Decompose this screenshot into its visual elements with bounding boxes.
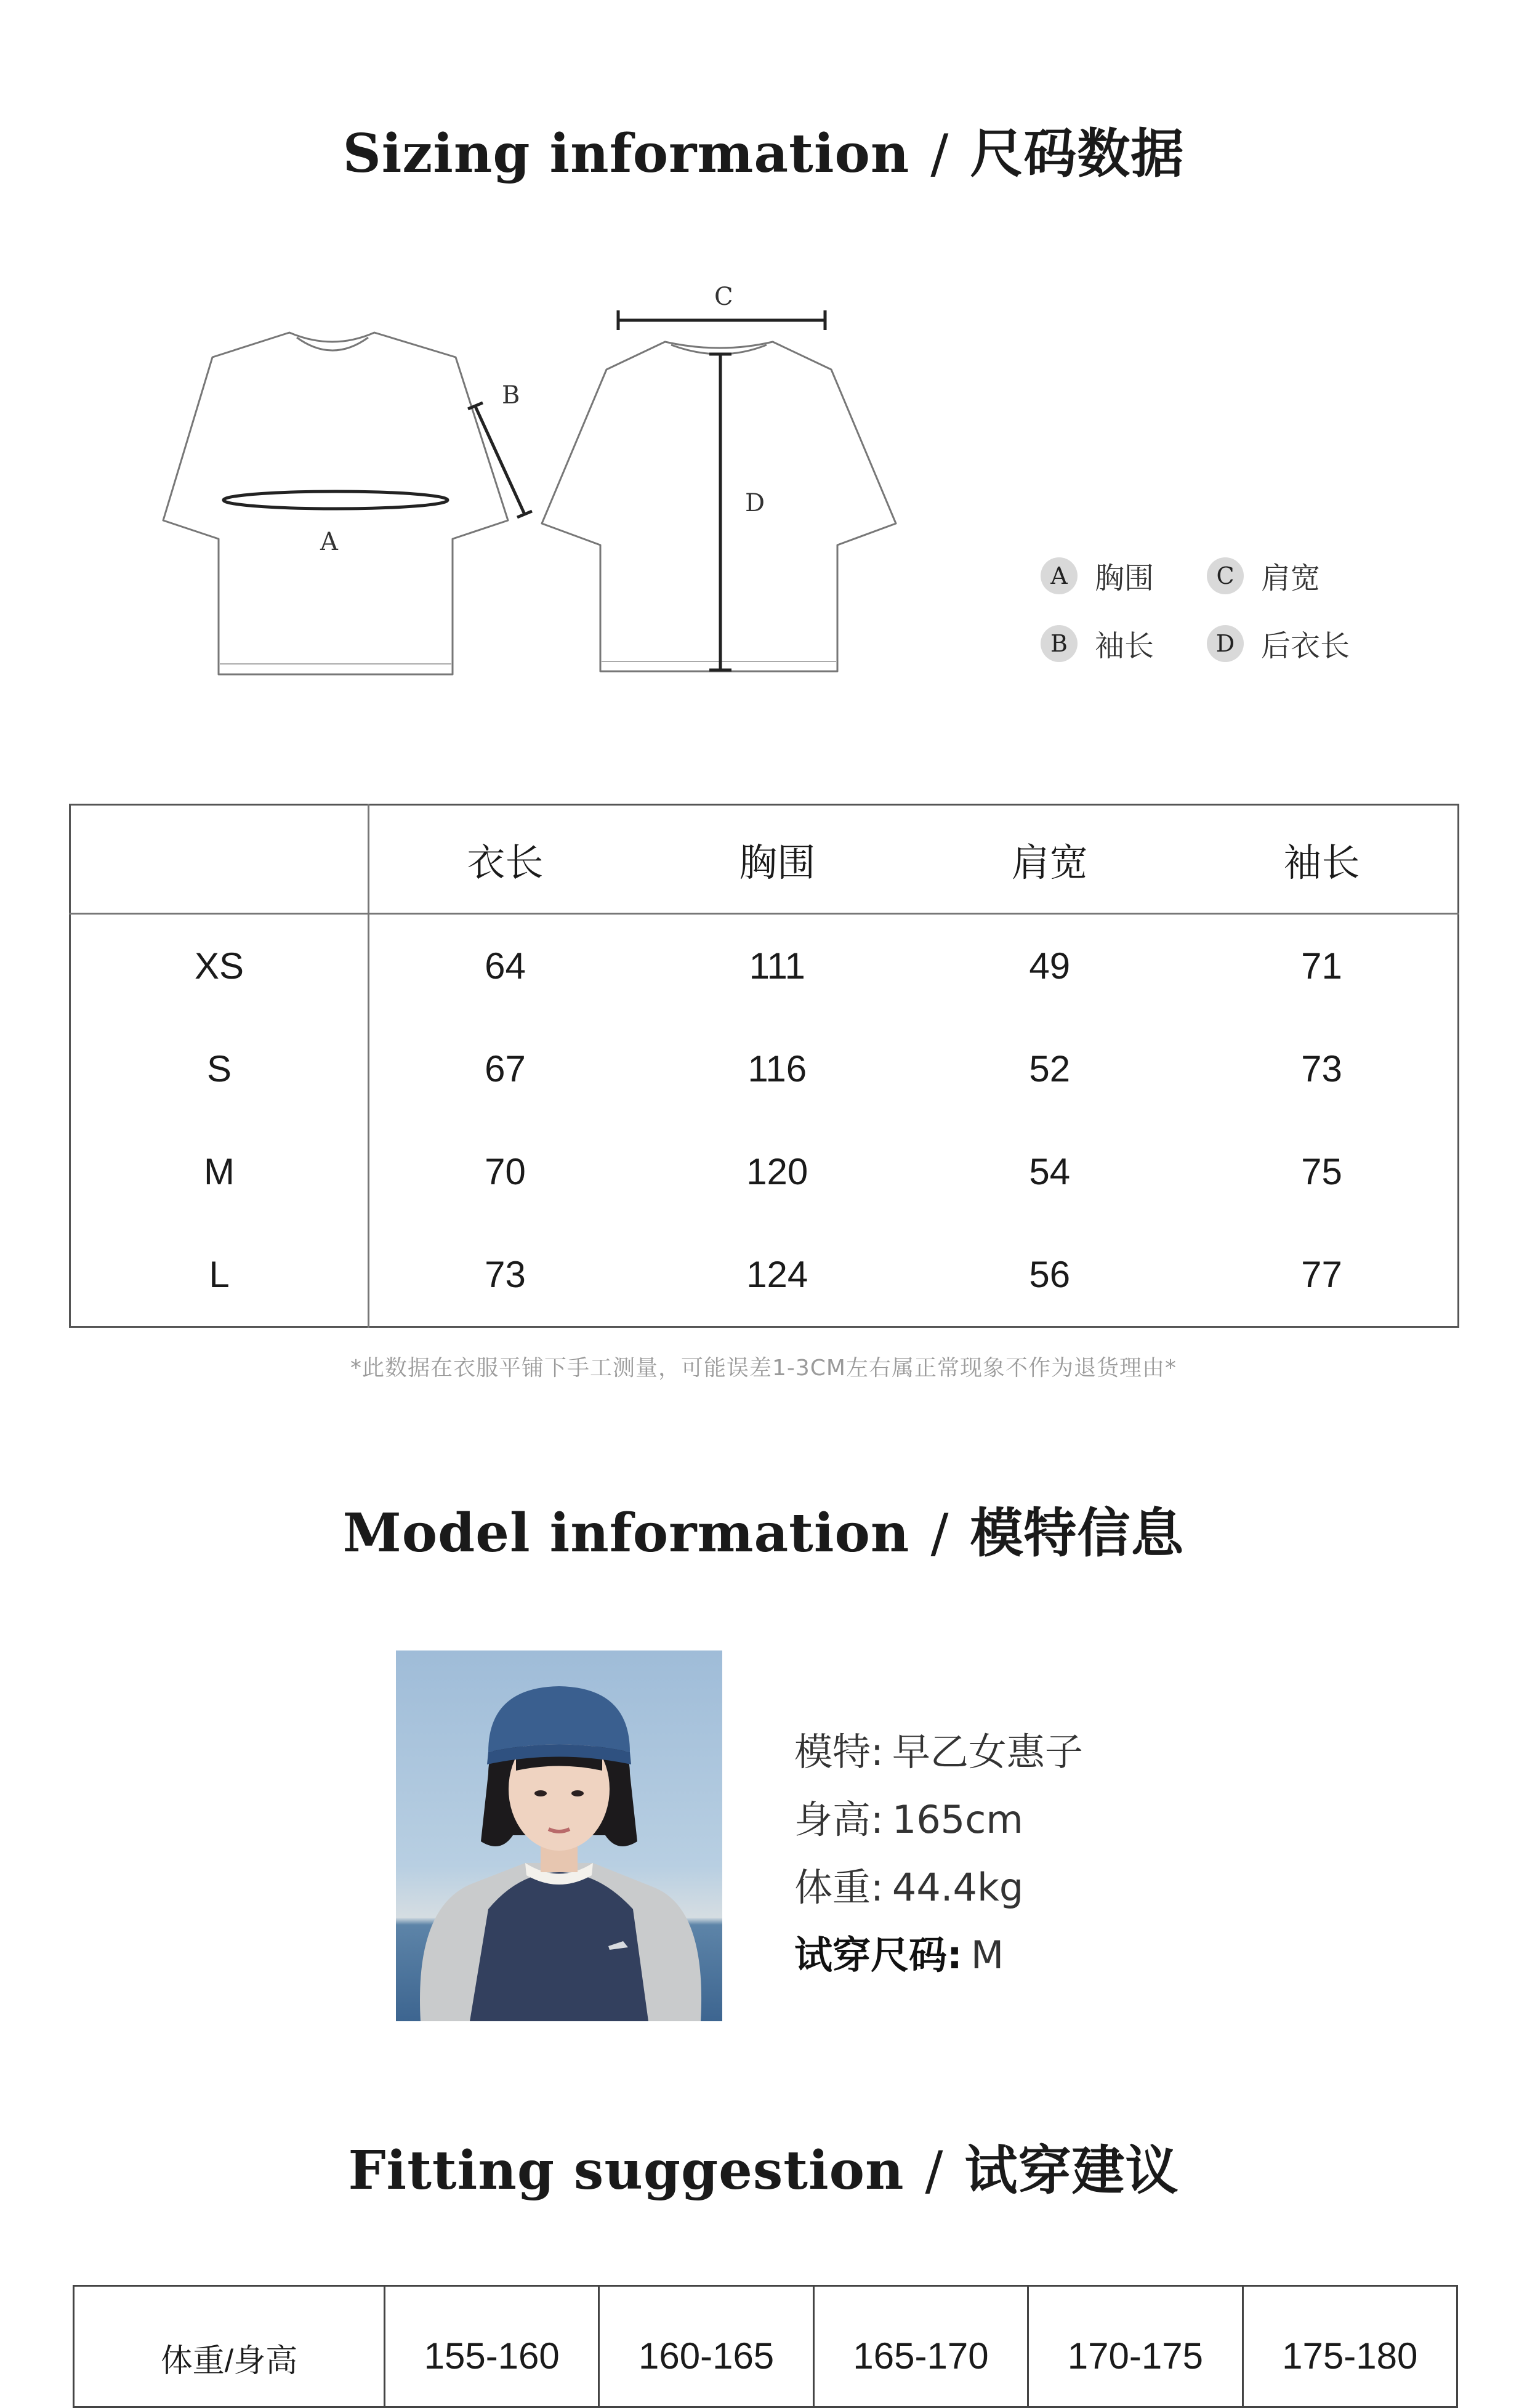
sizing-title-zh: 尺码数据 bbox=[970, 123, 1185, 185]
sizing-title-en: Sizing information bbox=[342, 123, 910, 185]
label-c: C bbox=[714, 283, 733, 311]
legend-text-b: 袖长 bbox=[1095, 629, 1154, 663]
fitting-title-en: Fitting suggestion bbox=[348, 2139, 905, 2202]
table-cell: 49 bbox=[1029, 945, 1071, 987]
model-weight-row bbox=[794, 1854, 1083, 1921]
model-info bbox=[794, 1718, 1083, 1989]
model-figure bbox=[396, 1650, 722, 2021]
table-cell: 56 bbox=[1029, 1254, 1071, 1295]
header-cell: 体重/身高 bbox=[160, 2343, 298, 2379]
header-cell: 155-160 bbox=[385, 2286, 599, 2407]
size-table-header bbox=[70, 805, 1459, 914]
front-tee-outline bbox=[163, 333, 508, 674]
table-row bbox=[70, 914, 1459, 1018]
table-cell: 116 bbox=[747, 1048, 807, 1089]
legend-letter-c: C bbox=[1207, 557, 1244, 594]
label-a: A bbox=[320, 528, 338, 556]
size-label: L bbox=[70, 1223, 369, 1327]
table-cell: 64 bbox=[485, 945, 526, 987]
table-row bbox=[70, 1223, 1459, 1327]
table-cell: 73 bbox=[485, 1254, 526, 1295]
header-cell: 170-175 bbox=[1028, 2286, 1243, 2407]
measurement-note: *此数据在衣服平铺下手工测量，可能误差1-3CM左右属正常现象不作为退货理由* bbox=[350, 1356, 1177, 1381]
table-cell: 75 bbox=[1301, 1151, 1342, 1192]
model-height-value: 165cm bbox=[892, 1797, 1023, 1842]
table-cell: 120 bbox=[746, 1151, 808, 1192]
size-label: M bbox=[70, 1120, 369, 1223]
table-row bbox=[70, 1120, 1459, 1223]
table-cell: 111 bbox=[749, 945, 805, 987]
header-cell: 袖长 bbox=[1186, 805, 1459, 914]
model-height-row bbox=[794, 1786, 1083, 1854]
title-separator: / bbox=[930, 1503, 949, 1564]
table-cell: 73 bbox=[1301, 1048, 1342, 1089]
header-cell bbox=[70, 805, 369, 914]
fitting-section-title bbox=[0, 2128, 1527, 2204]
model-size-value: M bbox=[970, 1933, 1004, 1978]
size-label: XS bbox=[70, 914, 369, 1018]
table-cell: 67 bbox=[485, 1048, 526, 1089]
legend-item-d bbox=[1207, 622, 1350, 665]
size-table bbox=[69, 804, 1459, 1328]
title-separator: / bbox=[925, 2140, 944, 2202]
legend-letter-a: A bbox=[1041, 557, 1078, 594]
model-height-label: 身高: bbox=[794, 1797, 884, 1842]
legend-text-c: 肩宽 bbox=[1261, 561, 1321, 596]
model-weight-label: 体重: bbox=[794, 1865, 884, 1910]
table-cell: 54 bbox=[1029, 1151, 1071, 1192]
legend-text-d: 后衣长 bbox=[1261, 629, 1350, 663]
label-b: B bbox=[502, 381, 520, 410]
header-cell: 肩宽 bbox=[914, 805, 1187, 914]
header-cell: 160-165 bbox=[599, 2286, 813, 2407]
size-label: S bbox=[70, 1017, 369, 1120]
fitting-table-header bbox=[74, 2286, 1457, 2407]
legend-item-b bbox=[1041, 622, 1154, 665]
fitting-title-zh: 试穿建议 bbox=[964, 2140, 1179, 2202]
header-cell: 衣长 bbox=[369, 805, 642, 914]
title-separator: / bbox=[930, 123, 949, 185]
legend-letter-d: D bbox=[1207, 625, 1244, 662]
model-photo bbox=[396, 1650, 722, 2021]
legend-item-c bbox=[1207, 554, 1320, 597]
model-size-label: 试穿尺码: bbox=[794, 1933, 962, 1978]
model-title-zh: 模特信息 bbox=[970, 1503, 1185, 1564]
table-row bbox=[70, 1017, 1459, 1120]
table-cell: 71 bbox=[1301, 945, 1342, 987]
model-weight-value: 44.4kg bbox=[892, 1865, 1024, 1910]
model-name-row bbox=[794, 1718, 1083, 1786]
header-cell: 165-170 bbox=[813, 2286, 1028, 2407]
legend-item-a bbox=[1041, 554, 1154, 597]
table-cell: 77 bbox=[1301, 1254, 1342, 1295]
header-cell: 175-180 bbox=[1243, 2286, 1457, 2407]
model-title-en: Model information bbox=[342, 1502, 910, 1564]
model-name-value: 早乙女惠子 bbox=[892, 1729, 1083, 1774]
model-name-label: 模特: bbox=[794, 1729, 884, 1774]
model-section-title bbox=[0, 1490, 1527, 1567]
legend-text-a: 胸围 bbox=[1095, 561, 1154, 596]
fitting-table bbox=[73, 2285, 1458, 2408]
header-cell: 胸围 bbox=[641, 805, 914, 914]
table-cell: 52 bbox=[1029, 1048, 1071, 1089]
label-d: D bbox=[745, 489, 765, 517]
table-cell: 70 bbox=[485, 1151, 526, 1192]
model-size-row bbox=[794, 1921, 1083, 1989]
table-cell: 124 bbox=[746, 1254, 808, 1295]
legend-letter-b: B bbox=[1041, 625, 1078, 662]
